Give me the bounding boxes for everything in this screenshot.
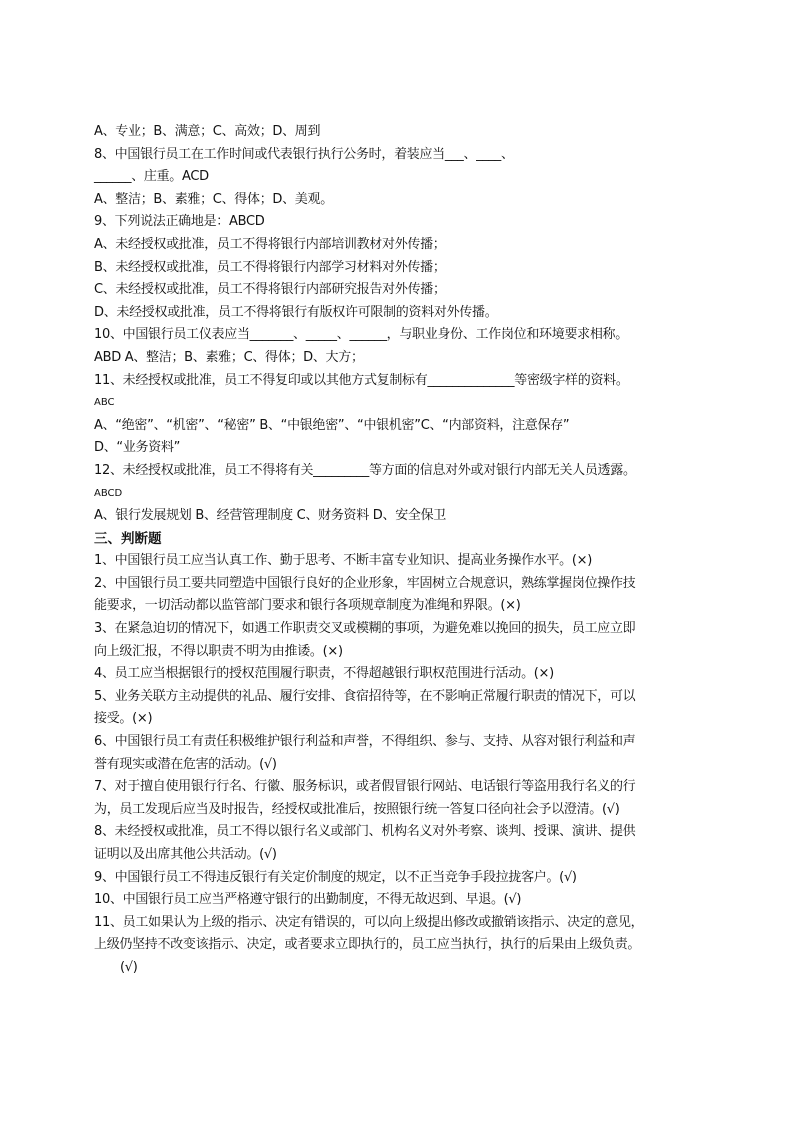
- question-9: 9、下列说法正确地是：ABCD: [94, 214, 265, 230]
- answer-text: ABCD: [94, 487, 123, 499]
- judgment-11: 11、员工如果认为上级的指示、决定有错误的，可以向上级提出修改或撤销该指示、决定的意见，: [94, 914, 644, 930]
- text-line: D、未经授权或批准，员工不得将银行有版权许可限制的资料对外传播。: [94, 304, 498, 320]
- judgment-8: 8、未经授权或批准，员工不得以银行名义或部门、机构名义对外考察、谈判、授课、演讲、提供: [94, 824, 636, 840]
- question-10: 10、中国银行员工仪表应当_______、_____、______，与职业身份、工作岗位和环境要求相称。: [94, 327, 628, 343]
- judgment-3: 3、在紧急迫切的情况下，如遇工作职责交叉或模糊的事项，为避免难以挽回的损失，员工应立即: [94, 621, 636, 637]
- question-12: 12、未经授权或批准，员工不得将有关_________等方面的信息对外或对银行内部无关人员透露。: [94, 462, 636, 478]
- text-line: 接受。(×): [94, 711, 153, 727]
- text-line: (√): [120, 959, 138, 975]
- text-line: A、专业；B、满意；C、高效；D、周到: [94, 124, 321, 139]
- text-line: 誉有现实或潜在危害的活动。(√): [94, 756, 277, 772]
- text-line: A、银行发展规划 B、经营管理制度 C、财务资料 D、安全保卫: [94, 508, 446, 524]
- text-line: B、未经授权或批准，员工不得将银行内部学习材料对外传播；: [94, 259, 446, 275]
- text-line: ABD A、整洁；B、素雅；C、得体；D、大方；: [94, 349, 364, 365]
- text-line: A、整洁；B、素雅；C、得体；D、美观。: [94, 191, 333, 207]
- text-line: 为，员工发现后应当及时报告，经授权或批准后，按照银行统一答复口径向社会予以澄清。(√): [94, 801, 620, 817]
- text-line: A、未经授权或批准，员工不得将银行内部培训教材对外传播；: [94, 236, 446, 252]
- text-line: 证明以及出席其他公共活动。(√): [94, 847, 277, 862]
- judgment-1: 1、中国银行员工应当认真工作、勤于思考、不断丰富专业知识、提高业务操作水平。(×): [94, 553, 593, 569]
- section-heading: 三、判断题: [94, 530, 162, 547]
- text-line: ______、庄重。ACD: [94, 169, 209, 185]
- judgment-7: 7、对于擅自使用银行行名、行徽、服务标识，或者假冒银行网站、电话银行等盗用我行名义的行: [94, 779, 636, 795]
- text-line: D、“业务资料”: [94, 440, 181, 456]
- judgment-4: 4、员工应当根据银行的授权范围履行职责，不得超越银行职权范围进行活动。(×): [94, 666, 554, 682]
- answer-text: ABC: [94, 397, 115, 409]
- text-line: A、“绝密”、“机密”、“秘密” B、“中银绝密”、“中银机密”C、“内部资料，注意保存”: [94, 417, 570, 433]
- document-body: [94, 121, 704, 980]
- text-line: 能要求，一切活动都以监管部门要求和银行各项规章制度为准绳和界限。(×): [94, 598, 521, 614]
- judgment-10: 10、中国银行员工应当严格遵守银行的出勤制度，不得无故迟到、早退。(√): [94, 892, 522, 908]
- text-line: 上级仍坚持不改变该指示、决定，或者要求立即执行的，员工应当执行，执行的后果由上级负责。: [94, 937, 641, 953]
- judgment-5: 5、业务关联方主动提供的礼品、履行安排、食宿招待等，在不影响正常履行职责的情况下，可以: [94, 688, 636, 704]
- judgment-6: 6、中国银行员工有责任积极维护银行利益和声誉，不得组织、参与、支持、从容对银行利益和声: [94, 734, 636, 750]
- question-11: 11、未经授权或批准，员工不得复印或以其他方式复制标有______________等密级字样的资料。: [94, 372, 629, 388]
- text-line: 向上级汇报，不得以职责不明为由推诿。(×): [94, 643, 343, 659]
- text-line: C、未经授权或批准，员工不得将银行内部研究报告对外传播；: [94, 282, 446, 298]
- judgment-2: 2、中国银行员工要共同塑造中国银行良好的企业形象，牢固树立合规意识，熟练掌握岗位操作技: [94, 575, 636, 591]
- judgment-9: 9、中国银行员工不得违反银行有关定价制度的规定，以不正当竞争手段拉拢客户。(√): [94, 869, 577, 885]
- question-8: 8、中国银行员工在工作时间或代表银行执行公务时，着装应当___、____、: [94, 146, 514, 162]
